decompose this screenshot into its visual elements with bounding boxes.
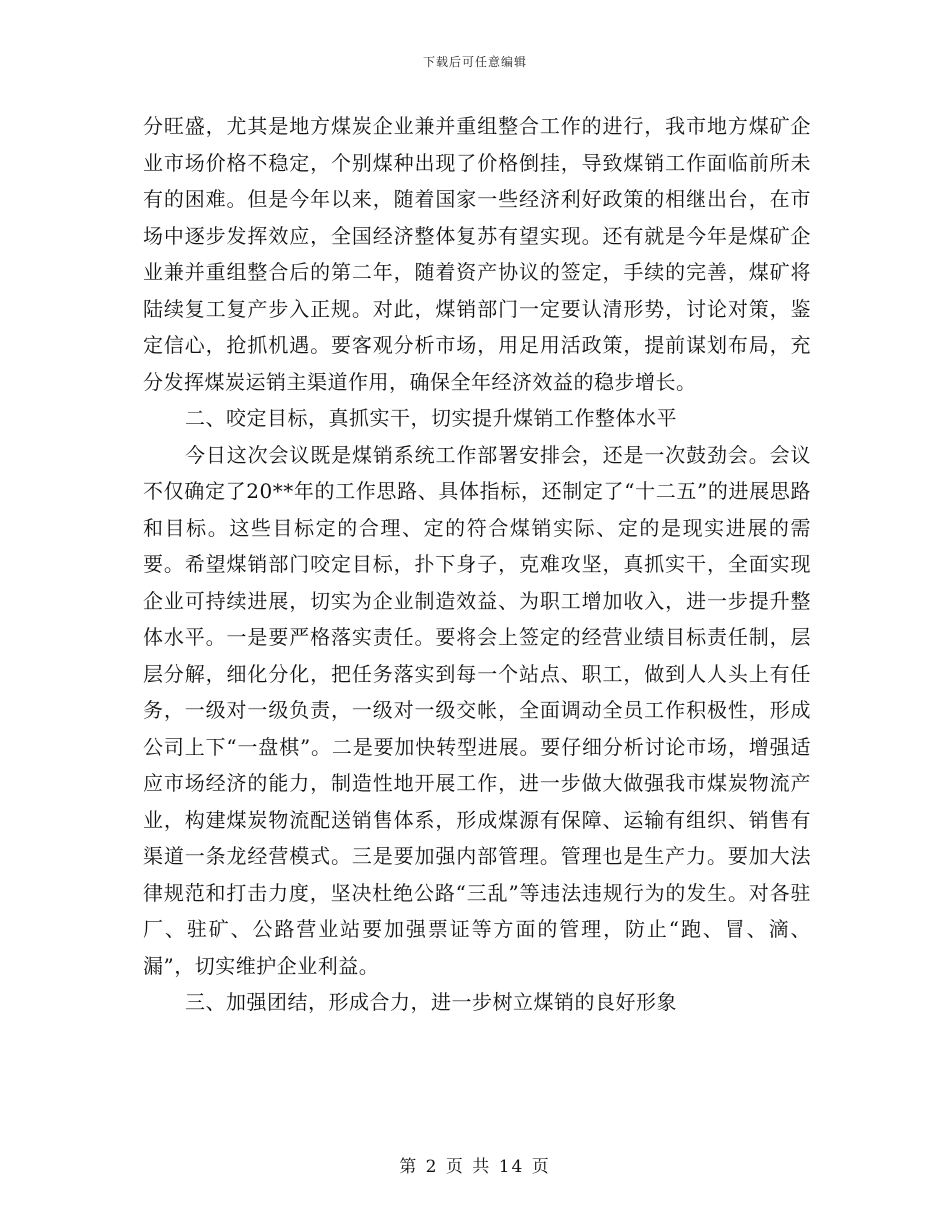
section-heading-3: 三、加强团结，形成合力，进一步树立煤销的良好形象 [185, 990, 677, 1014]
page-header-note: 下载后可任意编辑 [422, 55, 527, 69]
section-heading-2: 二、咬定目标，真抓实干，切实提升煤销工作整体水平 [185, 406, 677, 430]
paragraph-continued: 分旺盛，尤其是地方煤炭企业兼并重组整合工作的进行，我市地方煤矿企业市场价格不稳定，个别煤种出现了价格倒挂，导致煤销工作面临前所未有的困难。但是今年以来，随着国家一些经济利好政策的相继出台，在市场中逐步发挥效应，全国经济整体复苏有望实现。还有就是今年是煤矿企业兼并重组整合后的第二年，随着资产协议的签定，手续的完善，煤矿将陆续复工复产步入正规。对此，煤销部门一定要认清形势，讨论对策，鉴定信心，抢抓机遇。要客观分析市场，用足用活政策，提前谋划布局，充分发挥煤炭运销主渠道作用，确保全年经济效益的稳步增长。 [143, 114, 811, 394]
page-number-footer: 第 2 页 共 14 页 [399, 1157, 551, 1177]
paragraph-section-2: 今日这次会议既是煤销系统工作部署安排会，还是一次鼓劲会。会议不仅确定了20**年的工作思路、具体指标，还制定了“十二五”的进展思路和目标。这些目标定的合理、定的符合煤销实际、定的是现实进展的需要。希望煤销部门咬定目标，扑下身子，克难攻坚，真抓实干，全面实现企业可持续进展，切实为企业制造效益、为职工增加收入，进一步提升整体水平。一是要严格落实责任。要将会上签定的经营业绩目标责任制，层层分解，细化分化，把任务落实到每一个站点、职工，做到人人头上有任务，一级对一级负责，一级对一级交帐，全面调动全员工作积极性，形成公司上下“一盘棋”。二是要加快转型进展。要仔细分析讨论市场，增强适应市场经济的能力，制造性地开展工作，进一步做大做强我市煤炭物流产业，构建煤炭物流配送销售体系，形成煤源有保障、运输有组织、销售有渠道一条龙经营模式。三是要加强内部管理。管理也是生产力。要加大法律规范和打击力度，坚决杜绝公路“三乱”等违法违规行为的发生。对各驻厂、驻矿、公路营业站要加强票证等方面的管理，防止“跑、冒、滴、漏”，切实维护企业利益。 [143, 442, 811, 978]
document-body [143, 108, 811, 1021]
